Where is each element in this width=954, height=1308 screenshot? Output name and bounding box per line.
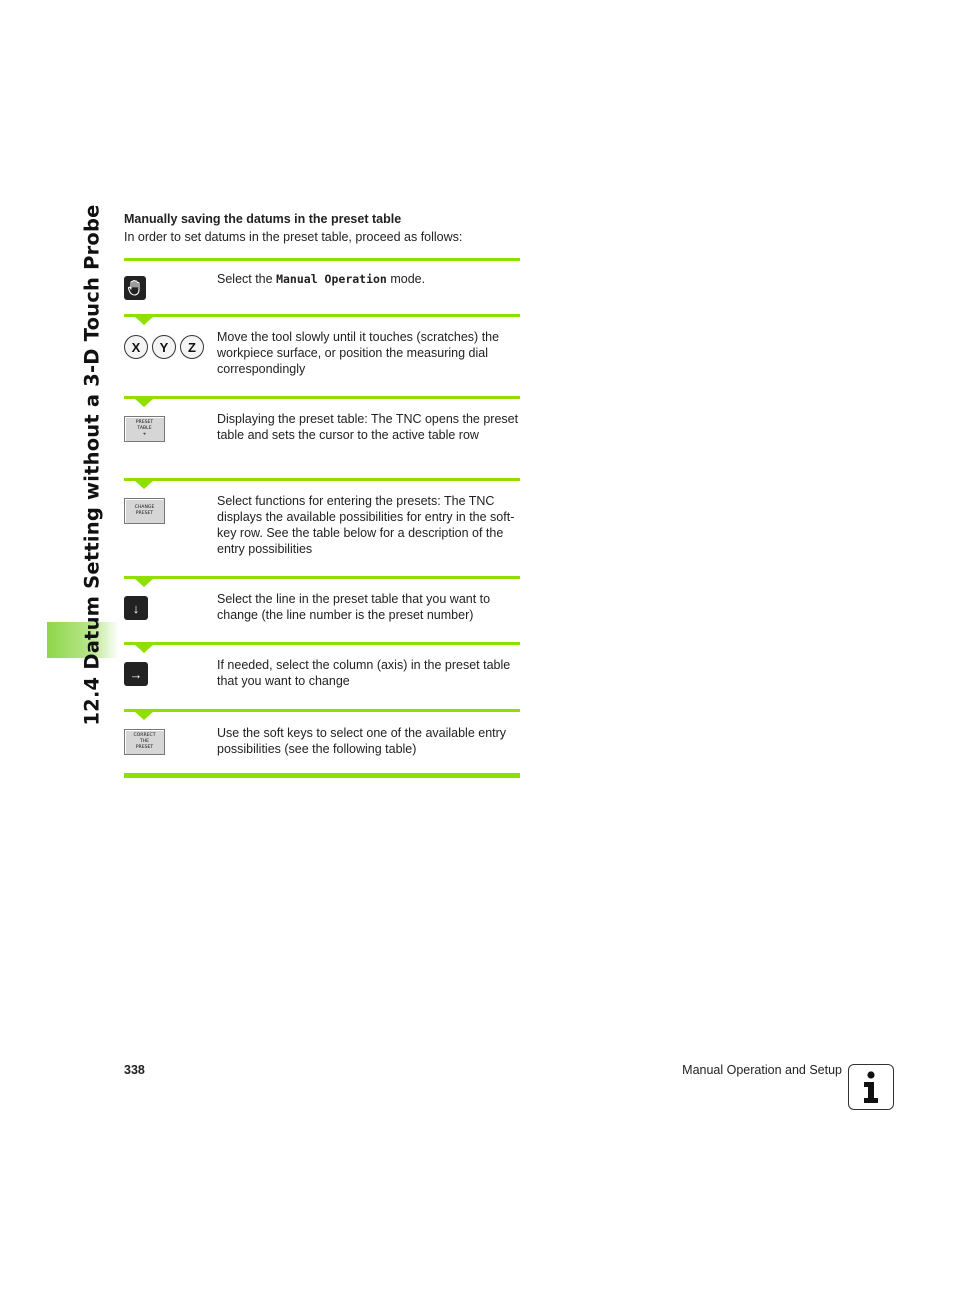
z-axis-key[interactable]: Z <box>180 335 204 359</box>
hand-icon <box>124 276 146 300</box>
step-row <box>124 642 520 709</box>
datum-icon: ⌖ <box>143 432 146 437</box>
step-arrow-icon <box>134 480 154 489</box>
down-arrow-key[interactable] <box>124 596 148 620</box>
step-row <box>124 478 520 576</box>
section-heading: Manually saving the datums in the preset table <box>124 212 402 226</box>
step-text: Select functions for entering the presets: The TNC displays the available possibilities for entry in the soft-key row. See the table below for a description of the entry possibilities <box>217 494 515 556</box>
page-number: 338 <box>124 1063 145 1077</box>
step-text: Select the line in the preset table that you want to change (the line number is the preset number) <box>217 592 491 622</box>
right-arrow-icon: → <box>129 666 143 682</box>
step-row <box>124 576 520 642</box>
step-arrow-icon <box>134 578 154 587</box>
step-arrow-icon <box>134 711 154 720</box>
change-preset-softkey[interactable]: CHANGE PRESET <box>124 498 165 524</box>
step-arrow-icon <box>134 398 154 407</box>
right-arrow-key[interactable] <box>124 662 148 686</box>
section-side-title: 12.4 Datum Setting without a 3-D Touch Probe <box>80 204 104 726</box>
step-text: Move the tool slowly until it touches (scratches) the workpiece surface, or position the measuring dial correspondingly <box>217 330 500 376</box>
step-row <box>124 258 520 314</box>
step-row <box>124 709 520 773</box>
step-text: Select the Manual Operation mode. <box>217 272 426 286</box>
step-arrow-icon <box>134 644 154 653</box>
intro-text: In order to set datums in the preset table, proceed as follows: <box>124 230 463 244</box>
step-text: If needed, select the column (axis) in the preset table that you want to change <box>217 658 511 688</box>
preset-table-softkey[interactable]: PRESET TABLE ⌖ <box>124 416 165 442</box>
down-arrow-icon: ↓ <box>132 600 140 616</box>
steps-table <box>124 258 520 778</box>
chapter-title: Manual Operation and Setup <box>682 1063 842 1077</box>
correct-the-preset-softkey[interactable]: CORRECT THE PRESET <box>124 729 165 755</box>
step-text: Use the soft keys to select one of the available entry possibilities (see the following table) <box>217 726 507 756</box>
axis-keys <box>124 335 204 359</box>
y-axis-key[interactable]: Y <box>152 335 176 359</box>
table-end-bar <box>124 773 520 778</box>
step-row <box>124 314 520 396</box>
step-text: Displaying the preset table: The TNC opens the preset table and sets the cursor to the active table row <box>217 412 519 442</box>
info-icon <box>848 1064 894 1110</box>
x-axis-key[interactable]: X <box>124 335 148 359</box>
step-arrow-icon <box>134 316 154 325</box>
step-row <box>124 396 520 478</box>
